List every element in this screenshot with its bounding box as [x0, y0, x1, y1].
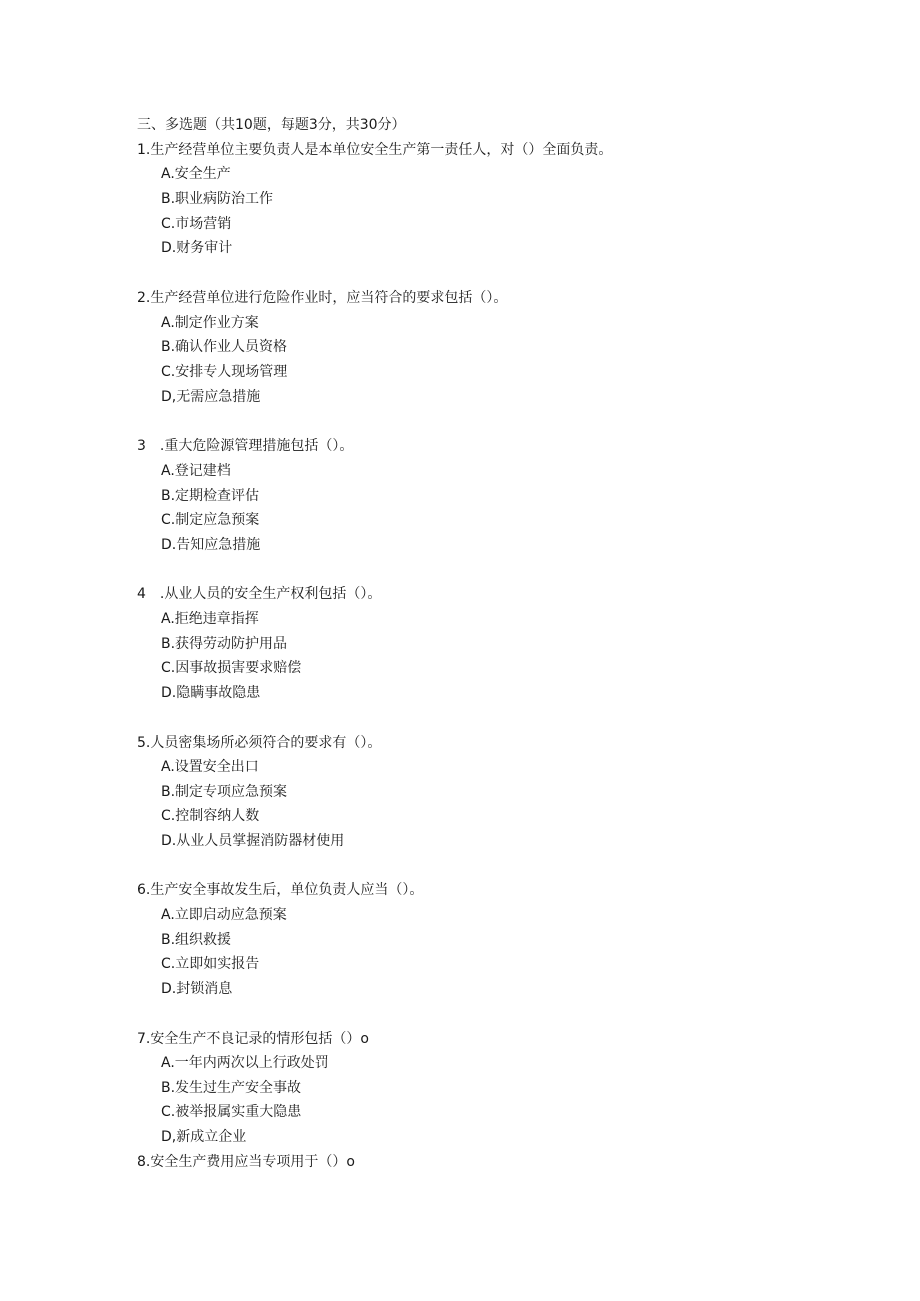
option-7d: D,新成立企业	[161, 1129, 247, 1145]
option-3d: D.告知应急措施	[161, 537, 261, 553]
question-7: 7.安全生产不良记录的情形包括（）o	[137, 1031, 369, 1047]
question-2: 2.生产经营单位进行危险作业时，应当符合的要求包括（）。	[137, 290, 508, 306]
option-4c: C.因事故损害要求赔偿	[161, 660, 302, 676]
option-3b: B.定期检查评估	[161, 488, 260, 504]
option-6b: B.组织救援	[161, 932, 232, 948]
option-6d: D.封锁消息	[161, 981, 233, 997]
option-5d: D.从业人员掌握消防器材使用	[161, 833, 345, 849]
option-5c: C.控制容纳人数	[161, 808, 260, 824]
option-5a: A.设置安全出口	[161, 759, 259, 775]
option-6c: C.立即如实报告	[161, 956, 260, 972]
option-2c: C.安排专人现场管理	[161, 364, 288, 380]
option-1a: A.安全生产	[161, 166, 231, 182]
option-3a: A.登记建档	[161, 463, 231, 479]
option-4a: A.拒绝违章指挥	[161, 611, 259, 627]
question-3: 3 .重大危险源管理措施包括（）。	[137, 438, 354, 454]
option-7b: B.发生过生产安全事故	[161, 1080, 302, 1096]
option-4b: B.获得劳动防护用品	[161, 636, 288, 652]
option-3c: C.制定应急预案	[161, 512, 260, 528]
option-6a: A.立即启动应急预案	[161, 907, 287, 923]
option-1b: B.职业病防治工作	[161, 191, 274, 207]
question-1: 1.生产经营单位主要负责人是本单位安全生产第一责任人，对（）全面负责。	[137, 142, 613, 158]
question-8: 8.安全生产费用应当专项用于（）o	[137, 1154, 355, 1170]
option-5b: B.制定专项应急预案	[161, 784, 288, 800]
option-7c: C.被举报属实重大隐患	[161, 1104, 302, 1120]
option-2b: B.确认作业人员资格	[161, 339, 288, 355]
section-heading: 三、多选题（共10题，每题3分，共30分）	[137, 117, 406, 133]
question-5: 5.人员密集场所必须符合的要求有（）。	[137, 735, 382, 751]
question-4: 4 .从业人员的安全生产权利包括（）。	[137, 586, 382, 602]
option-7a: A.一年内两次以上行政处罚	[161, 1055, 329, 1071]
option-2a: A.制定作业方案	[161, 315, 259, 331]
option-1d: D.财务审计	[161, 240, 233, 256]
question-6: 6.生产安全事故发生后，单位负责人应当（）。	[137, 882, 424, 898]
option-4d: D.隐瞒事故隐患	[161, 685, 261, 701]
option-1c: C.市场营销	[161, 216, 232, 232]
option-2d: D,无需应急措施	[161, 389, 261, 405]
